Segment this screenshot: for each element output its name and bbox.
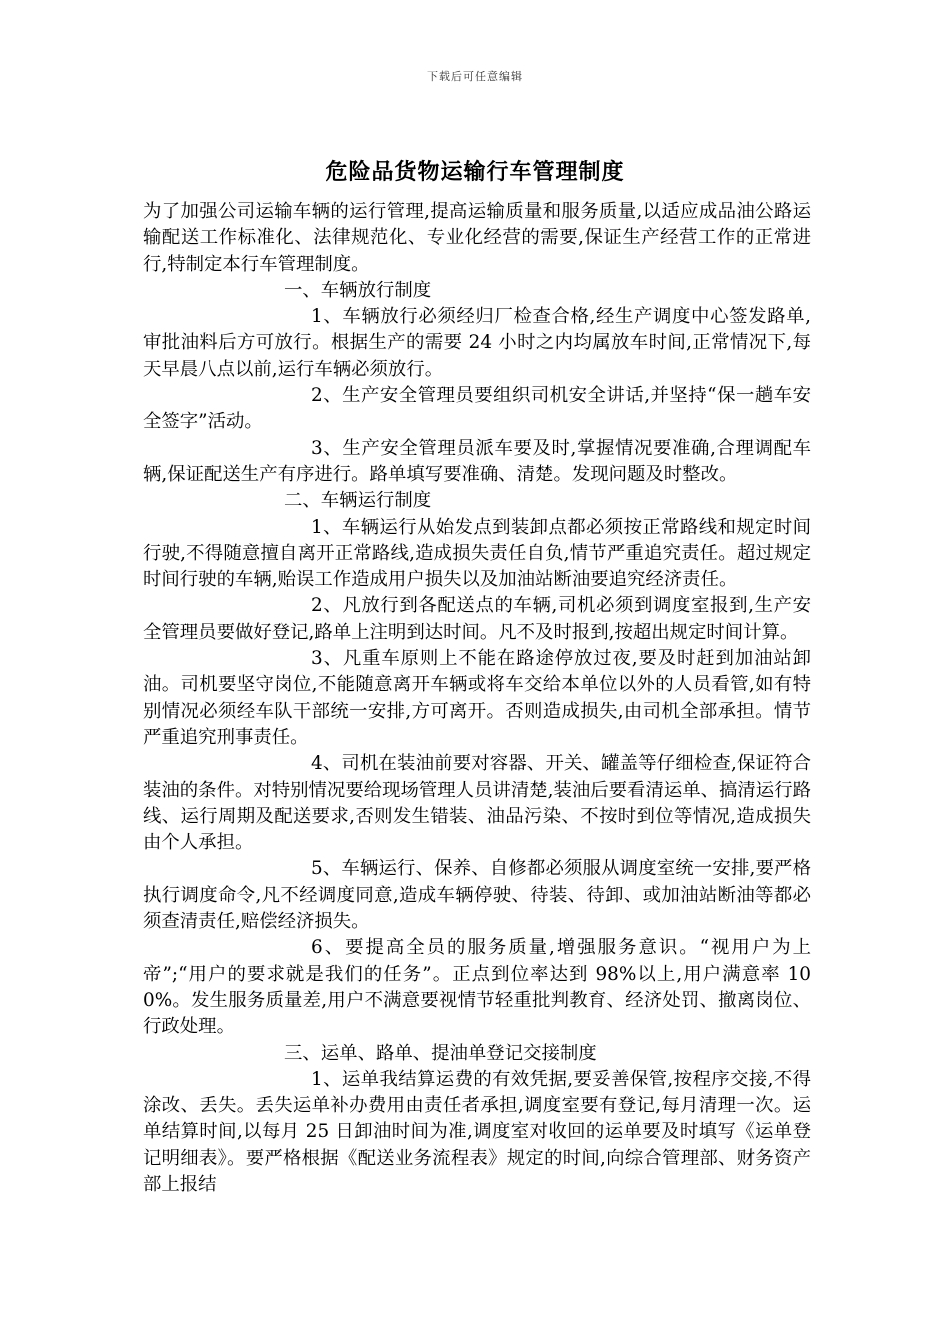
section-item: 1、车辆放行必须经归厂检查合格,经生产调度中心签发路单,审批油料后方可放行。根据生产的需要 24 小时之内均属放车时间,正常情况下,每天早晨八点以前,运行车辆必须放行。 [143, 306, 811, 380]
section-item: 3、凡重车原则上不能在路途停放过夜,要及时赶到加油站卸油。司机要坚守岗位,不能随意离开车辆或将车交给本单位以外的人员看管,如有特别情况必须经车队干部统一安排,方可离开。否则造成损失,由司机全部承担。情节严重追究刑事责任。 [143, 648, 811, 748]
intro-paragraph: 为了加强公司运输车辆的运行管理,提高运输质量和服务质量,以适应成品油公路运输配送工作标准化、法律规范化、专业化经营的需要,保证生产经营工作的正常进行,特制定本行车管理制度。 [143, 201, 811, 275]
section-heading: 一、车辆放行制度 [284, 279, 432, 301]
document-body [143, 199, 811, 1198]
document-title: 危险品货物运输行车管理制度 [325, 160, 625, 185]
section-heading: 三、运单、路单、提油单登记交接制度 [284, 1042, 597, 1064]
section-item: 3、生产安全管理员派车要及时,掌握情况要准确,合理调配车辆,保证配送生产有序进行。路单填写要准确、清楚。发现问题及时整改。 [143, 437, 811, 485]
section-item: 5、车辆运行、保养、自修都必须服从调度室统一安排,要严格执行调度命令,凡不经调度同意,造成车辆停驶、待装、待卸、或加油站断油等都必须查清责任,赔偿经济损失。 [143, 858, 811, 933]
section-item: 4、司机在装油前要对容器、开关、罐盖等仔细检查,保证符合装油的条件。对特别情况要给现场管理人员讲清楚,装油后要看清运单、搞清运行路线、运行周期及配送要求,否则发生错装、油品污染、不按时到位等情况,造成损失由个人承担。 [143, 753, 811, 854]
section-item: 6、要提高全员的服务质量,增强服务意识。“视用户为上帝”;“用户的要求就是我们的任务”。正点到位率达到 98%以上,用户满意率 100%。发生服务质量差,用户不满意要视情节轻重批判教育、经济处罚、撤离岗位、行政处理。 [143, 937, 811, 1038]
section-item: 1、车辆运行从始发点到装卸点都必须按正常路线和规定时间行驶,不得随意擅自离开正常路线,造成损失责任自负,情节严重追究责任。超过规定时间行驶的车辆,贻误工作造成用户损失以及加油站断油要追究经济责任。 [143, 516, 811, 591]
section-item: 1、运单我结算运费的有效凭据,要妥善保管,按程序交接,不得涂改、丢失。丢失运单补办费用由责任者承担,调度室要有登记,每月清理一次。运单结算时间,以每月 25 日卸油时间为准,调度室对收回的运单要及时填写《运单登记明细表》。要严格根据《配送业务流程表》规定的时间,向综合管理部、财务资产部上报结 [143, 1068, 811, 1195]
section-item: 2、生产安全管理员要组织司机安全讲话,并坚持“保一趟车安全签字”活动。 [143, 385, 811, 433]
section-item: 2、凡放行到各配送点的车辆,司机必须到调度室报到,生产安全管理员要做好登记,路单上注明到达时间。凡不及时报到,按超出规定时间计算。 [143, 595, 811, 643]
section-heading: 二、车辆运行制度 [284, 490, 432, 512]
header-note: 下载后可任意编辑 [427, 70, 523, 83]
